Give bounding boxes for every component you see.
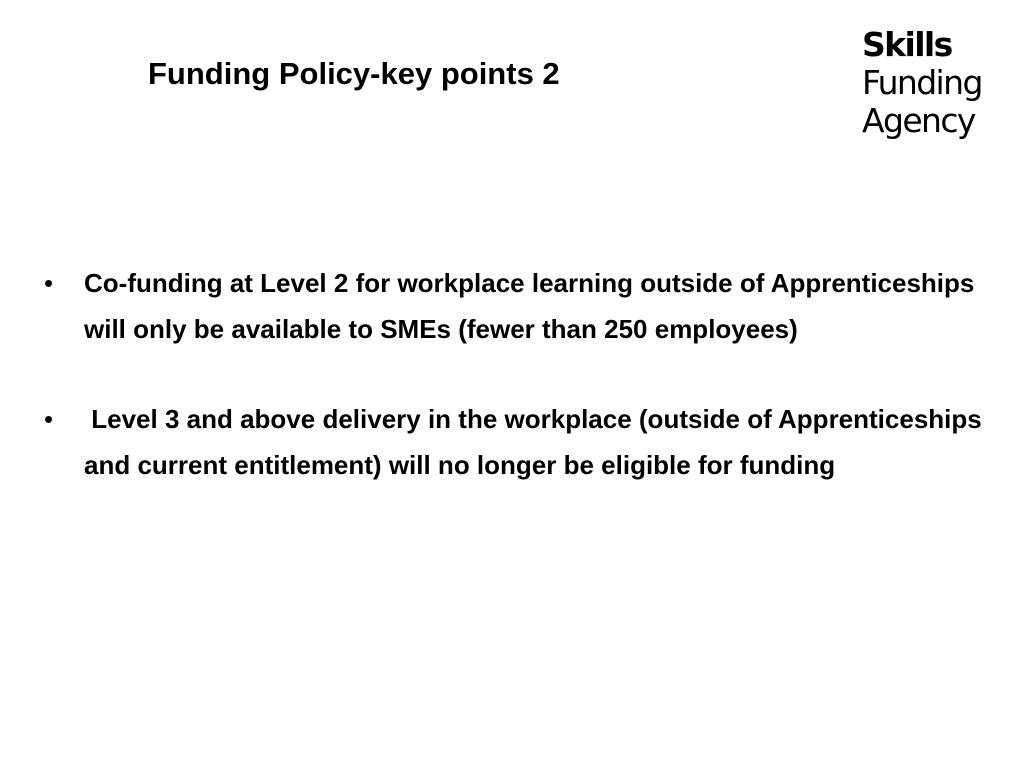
- bullet-text: Level 3 and above delivery in the workplace (outside of Apprenticeships and current entitlement) will no longer be eligible for funding: [84, 404, 989, 480]
- logo-line-skills: Skills: [862, 25, 952, 64]
- logo-line-funding: Funding: [862, 63, 982, 102]
- bullet-list: [40, 261, 1000, 488]
- bullet-item-level-3: [40, 397, 1000, 488]
- bullet-marker: •: [44, 404, 54, 434]
- bullet-text: Co-funding at Level 2 for workplace learning outside of Apprenticeships will only be available to SMEs (fewer than 250 employees): [84, 268, 982, 344]
- bullet-item-co-funding: [40, 261, 1000, 352]
- logo-line-agency: Agency: [862, 101, 975, 140]
- bullet-marker: •: [44, 268, 54, 298]
- slide-title: Funding Policy-key points 2: [148, 56, 560, 91]
- skills-funding-agency-logo: [862, 26, 1002, 140]
